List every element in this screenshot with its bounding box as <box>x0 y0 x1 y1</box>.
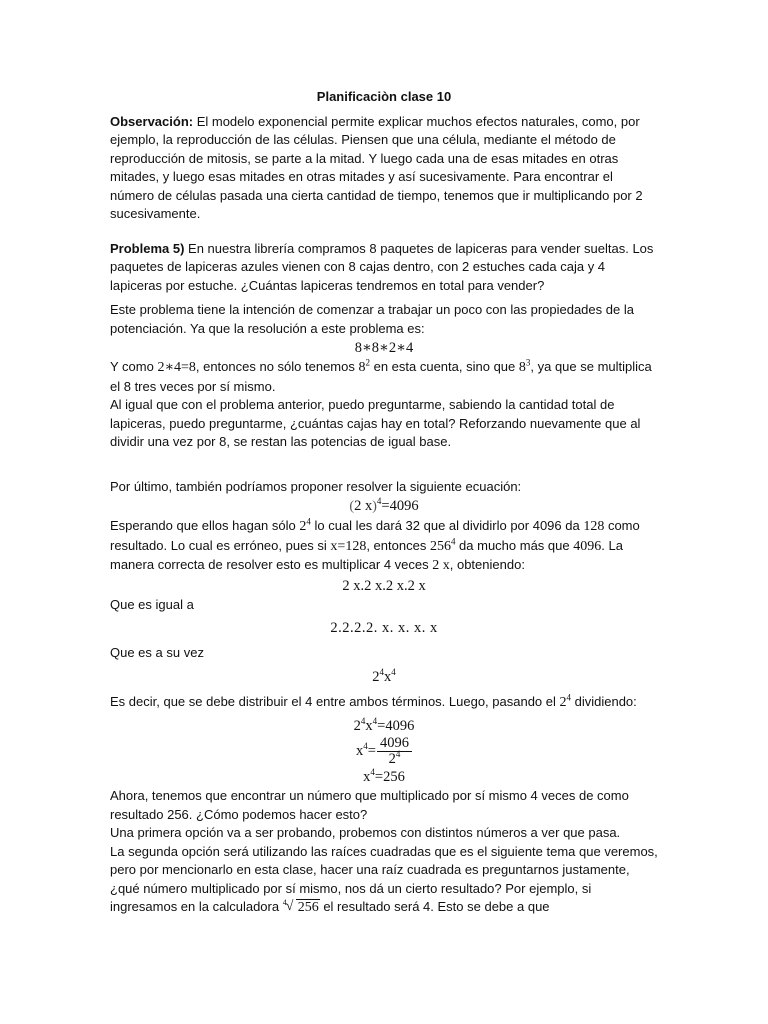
fraction: $\frac{4096}{2^4}$ <box>377 736 412 767</box>
problem-paragraph <box>110 240 658 296</box>
equation-step-1: $2^4x^4=4096$ <box>353 716 415 734</box>
error-explanation: Esperando que ellos hagan sólo $2^4$ lo cual les dará 32 que al dividirlo por 4096 da 128 como resultado. Lo cual es erróneo, pues si x=128, entonces $256^4$ da mucho más que 4096. La manera correcta de resolver esto es multiplicar 4 veces 2 x, obteniendo: <box>110 516 640 573</box>
distribute-paragraph: Es decir, que se debe distribuir el 4 entre ambos términos. Luego, pasando el $2^4$ dividiendo: <box>110 691 637 710</box>
which-is-label: Que es a su vez <box>110 645 204 660</box>
first-option-paragraph: Una primera opción va a ser probando, probemos con distintos números a ver que pasa. <box>110 825 621 840</box>
equation-intro: Por último, también podríamos proponer resolver la siguiente ecuación: <box>110 478 522 494</box>
inline-math-2-pow-4b: $2^4$ <box>559 691 571 710</box>
problem-text: En nuestra librería compramos 8 paquetes de lapiceras para vender sueltas. Los paquetes de lapiceras azules vienen con 8 cajas dentro, con 2 estuches cada caja y 4 lapiceras por estuche. ¿Cuántas lapiceras tendremos en total para vender? <box>110 240 654 293</box>
equation-step-2: $x^4=$ $\frac{4096}{2^4}$ <box>110 736 658 767</box>
equation-step-3: $x^4=256$ <box>363 767 405 785</box>
inline-math-8-squared: $8^2$ <box>358 357 370 375</box>
find-number-paragraph: Ahora, tenemos que encontrar un número que multiplicado por sí mismo 4 veces de como resultado 256. ¿Cómo podemos hacer esto? <box>110 788 629 822</box>
observation-paragraph <box>110 113 658 224</box>
intro-paragraph: Este problema tiene la intención de comenzar a trabajar un poco con las propiedades de la potenciación. Ya que la resolución a este problema es: <box>110 302 634 336</box>
inline-math-2-pow-4: $2^4$ <box>299 516 311 534</box>
fourth-root-expression: 4 √ 256 <box>282 898 319 915</box>
power-explanation: Y como 2∗4=8, entonces no sólo tenemos $8^2$ en esta cuenta, sino que $8^3$, ya que se multiplica el 8 tres veces por sí mismo. <box>110 357 652 394</box>
problem-label: Problema 5) <box>110 240 185 256</box>
page-title: Planificaciòn clase 10 <box>316 89 452 104</box>
inline-math-256-pow-4: $256^4$ <box>429 535 456 554</box>
equation-powers: $2^4x^4$ <box>372 666 396 685</box>
observation-text: El modelo exponencial permite explicar muchos efectos naturales, como, por ejemplo, la reproducción de las células. Piensen que una célula, mediante el método de reproducción de mitosis, se parte a la mitad. Y luego cada una de esas mitades en otras mitades, y luego esas mitades en otras mitades y así sucesivamente. Para encontrar el número de células pasada una cierta cantidad de tiempo, tenemos que ir multiplicando por 2 sucesivamente. <box>110 113 643 221</box>
inline-math-8-cubed: $8^3$ <box>518 357 531 375</box>
boxes-paragraph: Al igual que con el problema anterior, puedo preguntarme, sabiendo la cantidad total de lapiceras, puedo preguntarme, ¿cuántas cajas hay en total? Reforzando nuevamente que al dividir una vez por 8, se restan las potencias de igual base. <box>110 397 641 449</box>
observation-label: Observación: <box>110 113 194 129</box>
second-option-paragraph: La segunda opción será utilizando las raíces cuadradas que es el siguiente tema que veremos, pero por mencionarlo en esta clase, hacer una raíz cuadrada es preguntarnos justamente, ¿qué número multiplicado por sí mismo, nos dá un cierto resultado? Por ejemplo, si ingresamos en la calculadora 4 √ 256 el resultado será 4. Esto se debe a que <box>110 843 658 918</box>
equation-main: (2 x)$^4$=4096 <box>349 496 419 514</box>
equation-product: 8∗8∗2∗4 <box>354 340 414 356</box>
inline-math-2x4: 2∗4=8 <box>157 360 196 375</box>
document-body <box>110 88 658 918</box>
equation-factors: 2.2.2.2. x. x. x. x <box>330 620 438 636</box>
equation-expanded: 2 x.2 x.2 x.2 x <box>342 577 426 594</box>
equal-to-label: Que es igual a <box>110 596 194 612</box>
